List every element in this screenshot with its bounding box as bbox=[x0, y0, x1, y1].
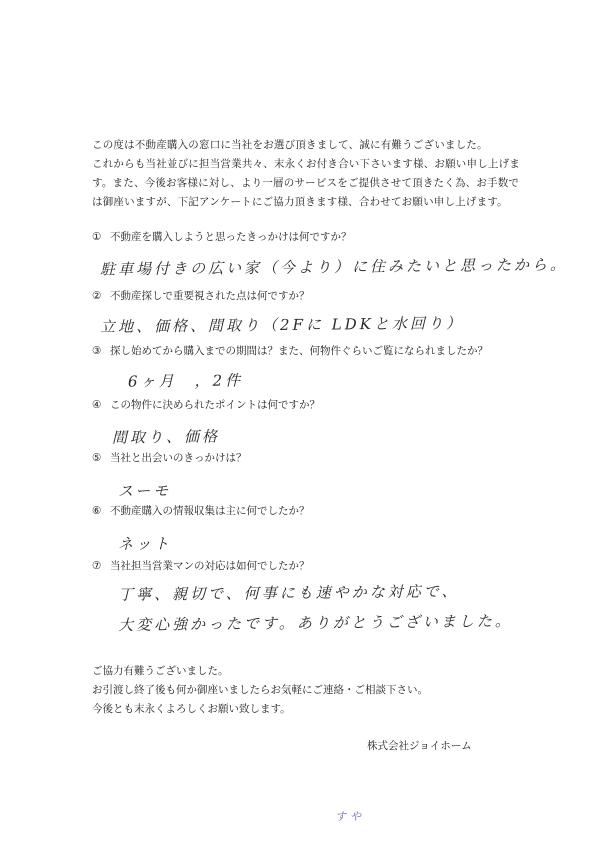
company-name: 株式会社ジョイホーム bbox=[367, 740, 472, 752]
intro-line: これからも当社並びに担当営業共々、末永くお付き合い下さいます様、お願い申し上げま bbox=[92, 158, 520, 170]
question-text: 不動産購入の情報収集は主に何でしたか？ bbox=[110, 505, 310, 517]
question-number: ⑤ bbox=[92, 452, 102, 464]
question-text: この物件に決められたポイントは何ですか？ bbox=[110, 399, 320, 411]
intro-line: す。また、今後お客様に対し、より一層のサービスをご提供させて頂きたく為、お手数で bbox=[92, 177, 520, 189]
question-7 bbox=[92, 558, 310, 573]
question-1 bbox=[92, 229, 352, 244]
answer-3: 6ヶ月 ，2件 bbox=[127, 371, 244, 391]
question-number: ④ bbox=[92, 399, 102, 411]
answer-5: スーモ bbox=[117, 481, 172, 501]
answer-4: 間取り、価格 bbox=[111, 427, 221, 447]
question-text: 当社と出会いのきっかけは？ bbox=[110, 452, 247, 464]
closing-line: 今後とも末永くよろしくお願い致します。 bbox=[92, 703, 291, 715]
question-text: 不動産探しで重要視された点は何ですか？ bbox=[110, 290, 310, 302]
question-4 bbox=[92, 397, 320, 412]
closing-line: お引渡し終了後も何か御座いましたらお気軽にご連絡・ご相談下さい。 bbox=[92, 684, 428, 696]
question-text: 当社担当営業マンの対応は如何でしたか？ bbox=[110, 560, 310, 572]
question-number: ② bbox=[92, 290, 102, 302]
question-number: ③ bbox=[92, 345, 102, 357]
answer-2: 立地、価格、間取り（2Fに LDKと水回り） bbox=[99, 314, 465, 336]
answer-1: 駐車場付きの広い家（今より）に住みたいと思ったから。 bbox=[99, 255, 569, 279]
intro-line: この度は不動産購入の窓口に当社をお選び頂きまして、誠に有難うございました。 bbox=[92, 139, 488, 151]
question-2 bbox=[92, 288, 310, 303]
handwritten-signature: すや bbox=[335, 810, 365, 823]
question-number: ⑥ bbox=[92, 505, 102, 517]
question-6 bbox=[92, 503, 310, 518]
question-3 bbox=[92, 343, 488, 358]
question-5 bbox=[92, 450, 247, 465]
answer-7-line-2: 大変心強かったです。ありがとうございました。 bbox=[117, 611, 513, 635]
answer-7-line-1: 丁寧、親切で、何事にも速やかな対応で、 bbox=[117, 582, 460, 604]
question-text: 探し始めてから購入までの期間は？また、何物件ぐらいご覧になられましたか？ bbox=[110, 345, 488, 357]
answer-6: ネット bbox=[117, 534, 173, 554]
intro-line: は御座いますが、下記アンケートにご協力頂きます様、合わせてお願い申し上げます。 bbox=[92, 196, 508, 208]
intro-text bbox=[92, 136, 522, 212]
question-number: ① bbox=[92, 231, 102, 243]
closing-line: ご協力有難うございました。 bbox=[92, 665, 229, 677]
question-number: ⑦ bbox=[92, 560, 102, 572]
question-text: 不動産を購入しようと思ったきっかけは何ですか？ bbox=[110, 231, 352, 243]
closing-text bbox=[92, 662, 428, 719]
